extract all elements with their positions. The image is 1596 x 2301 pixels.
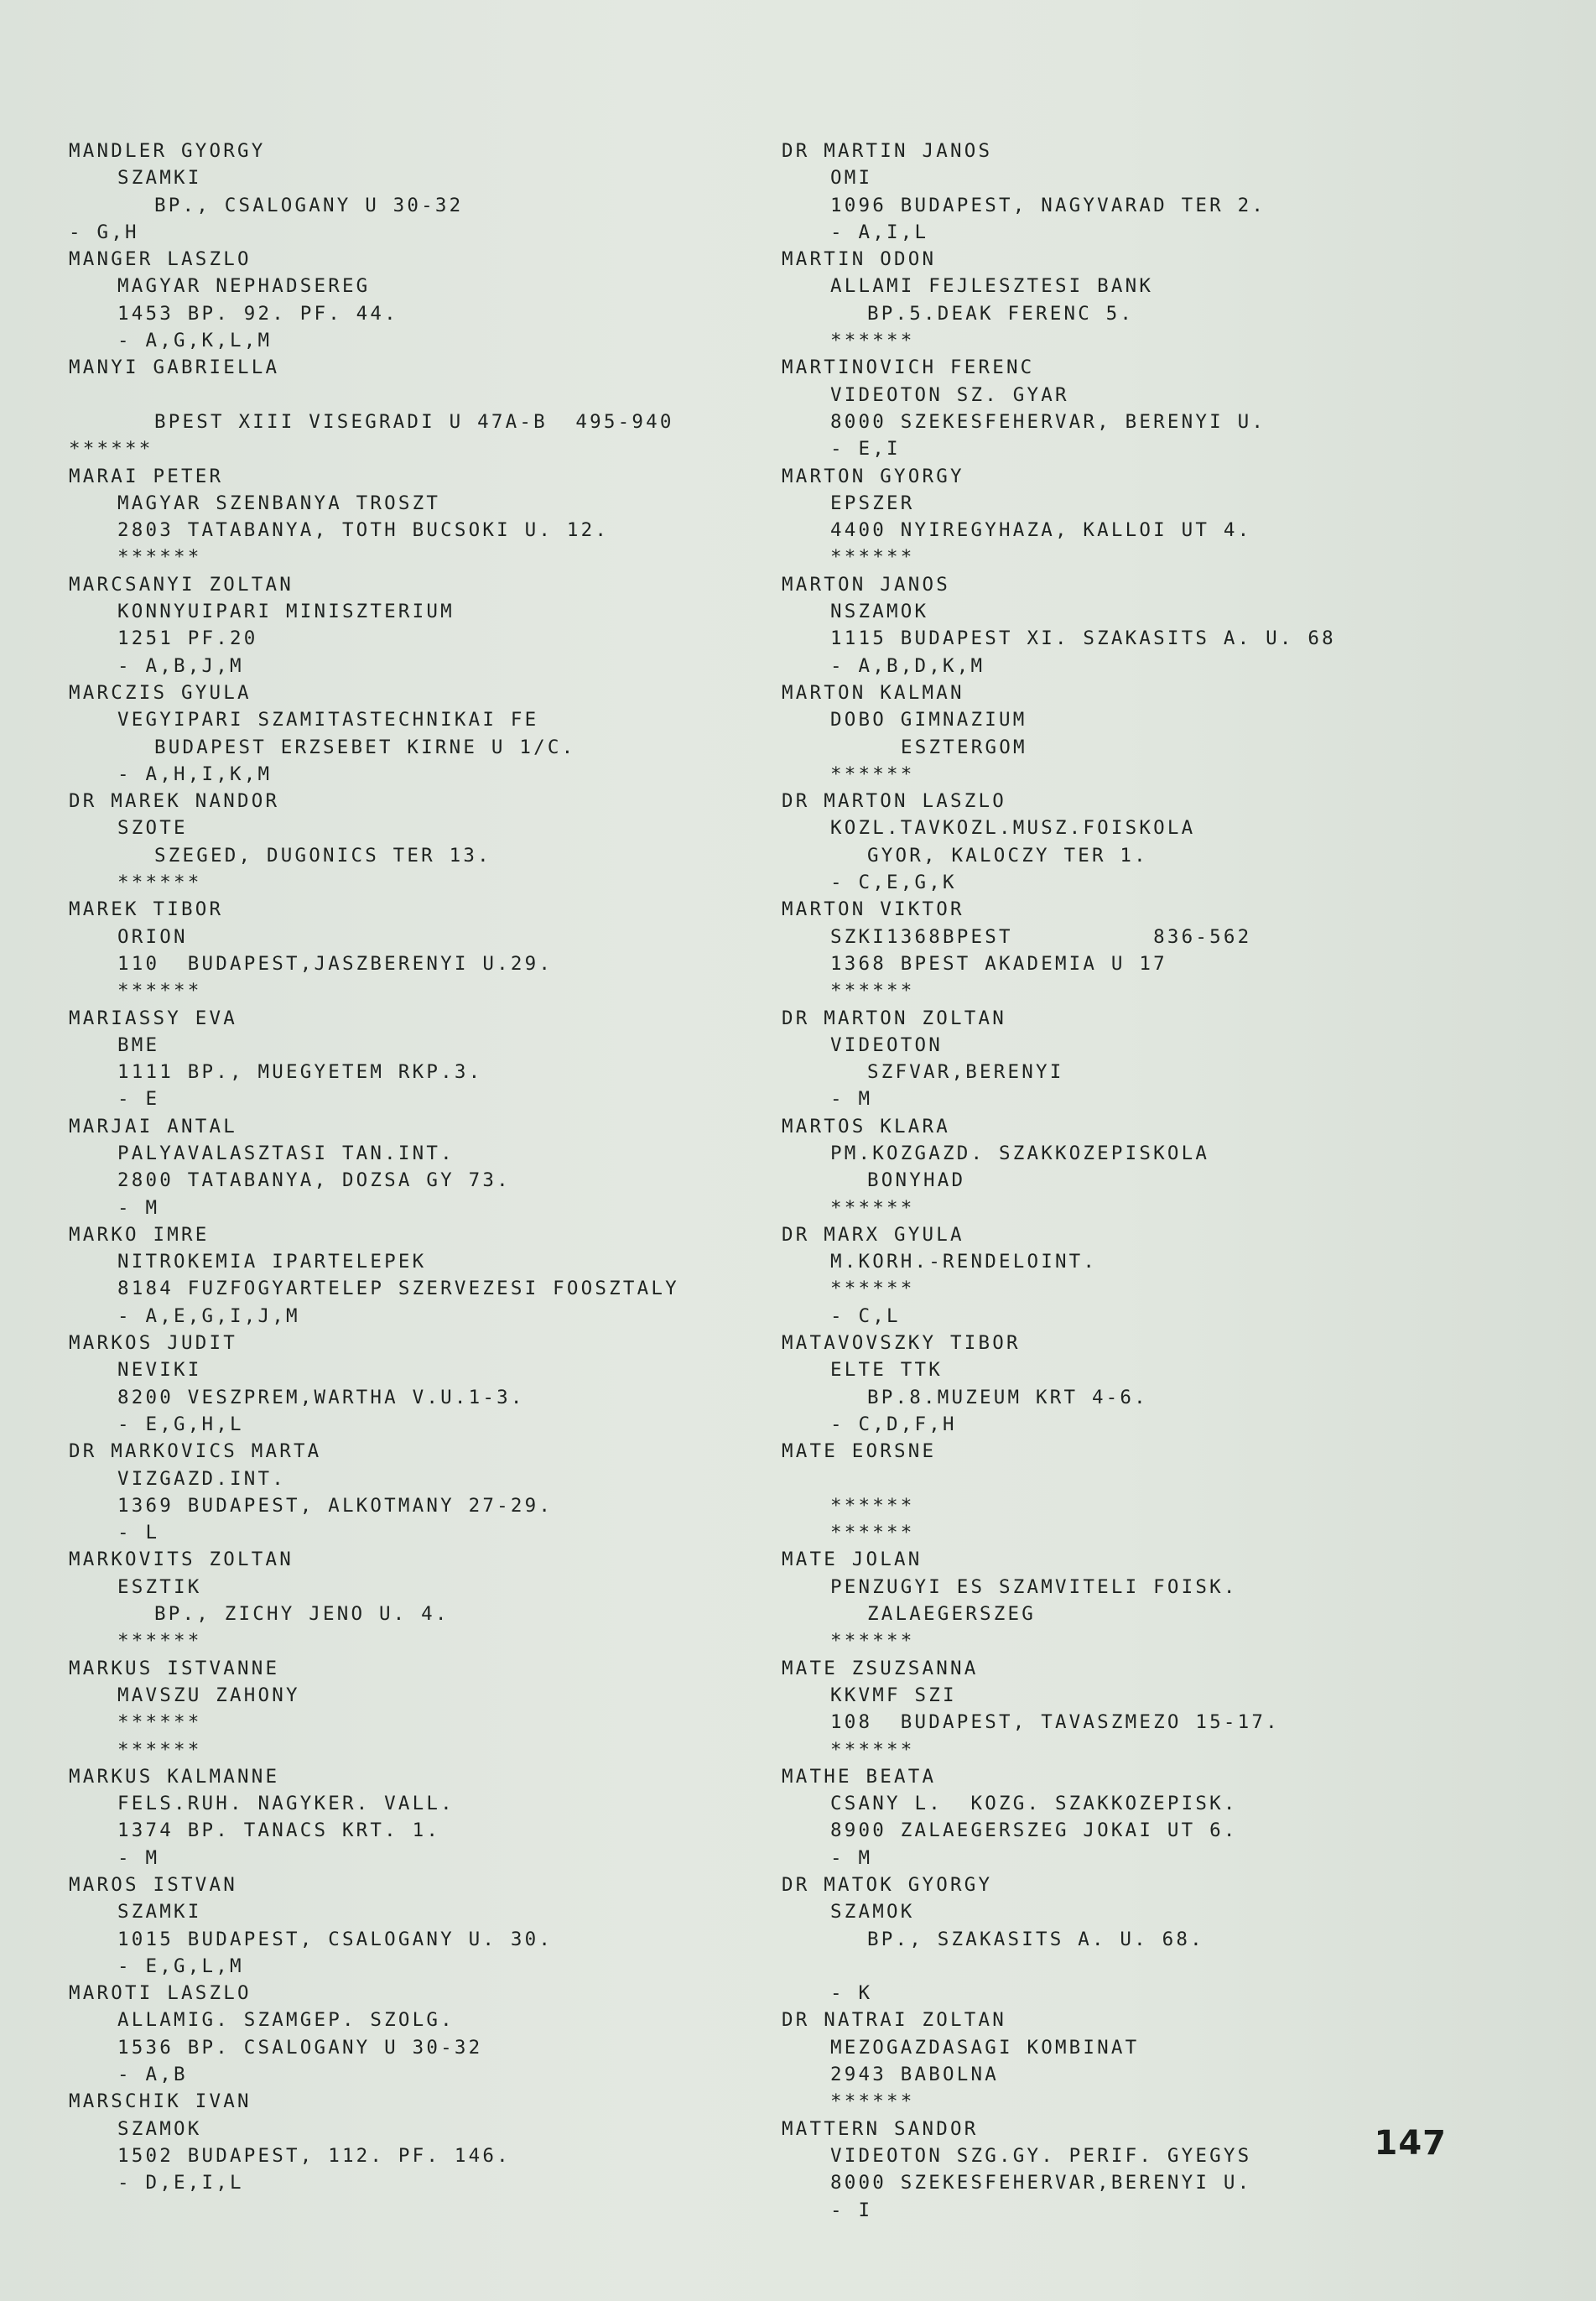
right-column-line: DR MATOK GYORGY bbox=[782, 1874, 993, 1896]
right-column-line: BP.8.MUZEUM KRT 4-6. bbox=[867, 1386, 1148, 1408]
right-column-line: DR MARTON ZOLTAN bbox=[782, 1007, 1006, 1029]
left-column-line: SZEGED, DUGONICS TER 13. bbox=[154, 844, 491, 867]
right-column-line: MARTON GYORGY bbox=[782, 465, 964, 487]
left-column-line: MANGER LASZLO bbox=[69, 248, 252, 271]
right-column-line: BP., SZAKASITS A. U. 68. bbox=[867, 1928, 1204, 1950]
left-column-line: MARKUS KALMANNE bbox=[69, 1765, 280, 1788]
right-column-line: 2943 BABOLNA bbox=[830, 2064, 999, 2086]
right-column-line: MATE EORSNE bbox=[782, 1440, 937, 1463]
right-column-line: - A,B,D,K,M bbox=[830, 654, 985, 677]
right-column-line: 4400 NYIREGYHAZA, KALLOI UT 4. bbox=[830, 519, 1252, 542]
right-column-line: BONYHAD bbox=[867, 1169, 966, 1192]
right-column-line: - C,E,G,K bbox=[830, 872, 957, 894]
right-column-line: M.KORH.-RENDELOINT. bbox=[830, 1251, 1098, 1273]
right-column-line: MATHE BEATA bbox=[782, 1765, 937, 1788]
right-column-line: SZKI1368BPEST 836-562 bbox=[830, 925, 1252, 948]
left-column-line: MARAI PETER bbox=[69, 465, 224, 487]
right-column-line: EPSZER bbox=[830, 492, 915, 514]
left-column-line: 1502 BUDAPEST, 112. PF. 146. bbox=[117, 2144, 511, 2167]
left-column-line: SZAMKI bbox=[117, 1901, 202, 1924]
left-column-line: 8184 FUZFOGYARTELEP SZERVEZESI FOOSZTALY bbox=[117, 1278, 679, 1300]
right-column-line: MEZOGAZDASAGI KOMBINAT bbox=[830, 2036, 1140, 2059]
right-column-line: MARTON VIKTOR bbox=[782, 898, 964, 921]
left-column-line: SZAMOK bbox=[117, 2117, 202, 2140]
left-column-line: MAGYAR SZENBANYA TROSZT bbox=[117, 492, 441, 514]
right-column-line: - A,I,L bbox=[830, 221, 929, 243]
right-column-line: DR MARX GYULA bbox=[782, 1223, 964, 1246]
left-column-line: BP., ZICHY JENO U. 4. bbox=[154, 1603, 450, 1626]
right-column-line: ****** bbox=[830, 1522, 915, 1544]
right-column-line: CSANY L. KOZG. SZAKKOZEPISK. bbox=[830, 1793, 1238, 1815]
left-column-line: MAROS ISTVAN bbox=[69, 1874, 237, 1896]
right-column-line: VIDEOTON SZ. GYAR bbox=[830, 383, 1069, 406]
right-column-line: DR MARTIN JANOS bbox=[782, 140, 993, 162]
left-column-line: ****** bbox=[117, 872, 202, 894]
left-column-line: VIZGAZD.INT. bbox=[117, 1467, 286, 1490]
right-column-line: 108 BUDAPEST, TAVASZMEZO 15-17. bbox=[830, 1711, 1280, 1734]
right-column-line: 1115 BUDAPEST XI. SZAKASITS A. U. 68 bbox=[830, 627, 1336, 650]
left-column-line: DR MARKOVICS MARTA bbox=[69, 1440, 322, 1463]
left-column-line: BPEST XIII VISEGRADI U 47A-B 495-940 bbox=[154, 410, 674, 433]
left-column-line: DR MAREK NANDOR bbox=[69, 790, 280, 813]
page-number: 147 bbox=[1374, 2124, 1447, 2163]
right-column-line: DR NATRAI ZOLTAN bbox=[782, 2009, 1006, 2032]
left-column-line: ****** bbox=[117, 980, 202, 1002]
left-column-line: ALLAMIG. SZAMGEP. SZOLG. bbox=[117, 2009, 455, 2032]
right-column-line: KOZL.TAVKOZL.MUSZ.FOISKOLA bbox=[830, 817, 1196, 840]
right-column-line: OMI bbox=[830, 167, 873, 190]
right-column-line: SZFVAR,BERENYI bbox=[867, 1061, 1064, 1084]
left-column-line: FELS.RUH. NAGYKER. VALL. bbox=[117, 1793, 455, 1815]
left-column-line: 1111 BP., MUEGYETEM RKP.3. bbox=[117, 1061, 483, 1084]
right-column-line: MATE ZSUZSANNA bbox=[782, 1657, 979, 1679]
left-column-line: MARSCHIK IVAN bbox=[69, 2090, 252, 2113]
right-column-line: MATAVOVSZKY TIBOR bbox=[782, 1332, 1021, 1355]
right-column-line: NSZAMOK bbox=[830, 601, 929, 623]
right-column-line: - M bbox=[830, 1088, 873, 1111]
right-column-line: VIDEOTON bbox=[830, 1033, 943, 1056]
right-column-line: PM.KOZGAZD. SZAKKOZEPISKOLA bbox=[830, 1142, 1210, 1164]
right-column-line: KKVMF SZI bbox=[830, 1684, 957, 1706]
left-column-line: SZOTE bbox=[117, 817, 188, 840]
left-column-line: ****** bbox=[117, 1711, 202, 1734]
right-column-line: ****** bbox=[830, 1196, 915, 1219]
right-column-line: MARTON KALMAN bbox=[782, 681, 964, 704]
left-column-line: - L bbox=[117, 1522, 160, 1544]
left-column-line: ****** bbox=[117, 1630, 202, 1653]
left-column-line: - A,E,G,I,J,M bbox=[117, 1304, 300, 1327]
left-column-line: ORION bbox=[117, 925, 188, 948]
left-column-line: - M bbox=[117, 1196, 160, 1219]
right-column-line: 8000 SZEKESFEHERVAR,BERENYI U. bbox=[830, 2172, 1252, 2194]
left-column-line: 1536 BP. CSALOGANY U 30-32 bbox=[117, 2036, 483, 2059]
left-column-line: - A,G,K,L,M bbox=[117, 330, 273, 352]
right-column-line: MATTERN SANDOR bbox=[782, 2117, 979, 2140]
left-column-line: MARIASSY EVA bbox=[69, 1007, 237, 1029]
right-column-line: DR MARTON LASZLO bbox=[782, 790, 1006, 813]
right-column-line: ****** bbox=[830, 1738, 915, 1761]
right-column-line: ****** bbox=[830, 1630, 915, 1653]
right-column-line: MATE JOLAN bbox=[782, 1549, 923, 1571]
left-column-line: MAROTI LASZLO bbox=[69, 1982, 252, 2005]
right-column-line: VIDEOTON SZG.GY. PERIF. GYEGYS bbox=[830, 2144, 1252, 2167]
left-column-line: SZAMKI bbox=[117, 167, 202, 190]
left-column-line: BP., CSALOGANY U 30-32 bbox=[154, 194, 464, 216]
left-column bbox=[69, 138, 807, 2197]
right-column-line: MARTINOVICH FERENC bbox=[782, 357, 1035, 379]
left-column-line: MAGYAR NEPHADSEREG bbox=[117, 275, 371, 298]
left-column-line: 1453 BP. 92. PF. 44. bbox=[117, 302, 398, 325]
left-column-line: ****** bbox=[117, 1738, 202, 1761]
right-column-line: DOBO GIMNAZIUM bbox=[830, 709, 1027, 731]
right-column-line: - C,D,F,H bbox=[830, 1413, 957, 1435]
right-column-line: ELTE TTK bbox=[830, 1359, 943, 1382]
left-column-line: MANYI GABRIELLA bbox=[69, 357, 280, 379]
right-column-line: ZALAEGERSZEG bbox=[867, 1603, 1036, 1626]
left-column-line: - E,G,H,L bbox=[117, 1413, 244, 1435]
right-column-line: GYOR, KALOCZY TER 1. bbox=[867, 844, 1148, 867]
right-column-line bbox=[782, 1465, 1536, 1492]
left-column-line: - M bbox=[117, 1846, 160, 1869]
right-column-line: - K bbox=[830, 1982, 873, 2005]
left-column-line: - E bbox=[117, 1088, 160, 1111]
left-column-line: NITROKEMIA IPARTELEPEK bbox=[117, 1251, 427, 1273]
left-column-line: NEVIKI bbox=[117, 1359, 202, 1382]
left-column-line: - G,H bbox=[69, 221, 139, 243]
left-column-line bbox=[69, 382, 807, 409]
left-column-line: ESZTIK bbox=[117, 1575, 202, 1598]
right-column-line: 1368 BPEST AKADEMIA U 17 bbox=[830, 952, 1167, 975]
left-column-line: MARCZIS GYULA bbox=[69, 681, 252, 704]
left-column-line: MARCSANYI ZOLTAN bbox=[69, 573, 294, 596]
right-column-line: ****** bbox=[830, 330, 915, 352]
right-column-line: - I bbox=[830, 2199, 873, 2221]
left-column-line: 1015 BUDAPEST, CSALOGANY U. 30. bbox=[117, 1928, 554, 1950]
right-column-line: MARTOS KLARA bbox=[782, 1115, 950, 1137]
left-column-line: MAVSZU ZAHONY bbox=[117, 1684, 300, 1706]
right-column-line: 8900 ZALAEGERSZEG JOKAI UT 6. bbox=[830, 1819, 1238, 1842]
left-column-line: MARKO IMRE bbox=[69, 1223, 210, 1246]
right-column-line: PENZUGYI ES SZAMVITELI FOISK. bbox=[830, 1575, 1238, 1598]
left-column-line: MAREK TIBOR bbox=[69, 898, 224, 921]
right-column-line: ****** bbox=[830, 763, 915, 785]
left-column-line: ****** bbox=[117, 546, 202, 569]
left-column-line: 1251 PF.20 bbox=[117, 627, 258, 650]
left-column-line: 1374 BP. TANACS KRT. 1. bbox=[117, 1819, 441, 1842]
left-column-line: KONNYUIPARI MINISZTERIUM bbox=[117, 601, 455, 623]
left-column-line: BUDAPEST ERZSEBET KIRNE U 1/C. bbox=[154, 736, 576, 758]
left-column-line: - D,E,I,L bbox=[117, 2172, 244, 2194]
right-column-line: BP.5.DEAK FERENC 5. bbox=[867, 302, 1135, 325]
left-column-line: - A,B bbox=[117, 2064, 188, 2086]
left-column-line: MARKUS ISTVANNE bbox=[69, 1657, 280, 1679]
right-column-line bbox=[782, 1953, 1536, 1980]
right-column-line: ****** bbox=[830, 980, 915, 1002]
right-column-line: - C,L bbox=[830, 1304, 901, 1327]
right-column-line: ****** bbox=[830, 1278, 915, 1300]
left-column-line: VEGYIPARI SZAMITASTECHNIKAI FE bbox=[117, 709, 539, 731]
left-column-line: MARJAI ANTAL bbox=[69, 1115, 237, 1137]
left-column-line: - A,B,J,M bbox=[117, 654, 244, 677]
right-column-line: MARTON JANOS bbox=[782, 573, 950, 596]
right-column-line: ALLAMI FEJLESZTESI BANK bbox=[830, 275, 1154, 298]
right-column-line: ****** bbox=[830, 2090, 915, 2113]
right-column-line: SZAMOK bbox=[830, 1901, 915, 1924]
right-column-line: ****** bbox=[830, 546, 915, 569]
right-column-line: - E,I bbox=[830, 438, 901, 461]
left-column-line: 2803 TATABANYA, TOTH BUCSOKI U. 12. bbox=[117, 519, 610, 542]
left-column-line: ****** bbox=[69, 438, 153, 461]
left-column-line: MANDLER GYORGY bbox=[69, 140, 266, 162]
left-column-line: MARKOS JUDIT bbox=[69, 1332, 237, 1355]
right-column-line: - M bbox=[830, 1846, 873, 1869]
left-column-line: 110 BUDAPEST,JASZBERENYI U.29. bbox=[117, 952, 554, 975]
left-column-line: 1369 BUDAPEST, ALKOTMANY 27-29. bbox=[117, 1494, 554, 1517]
right-column-line: MARTIN ODON bbox=[782, 248, 937, 271]
right-column-line: 8000 SZEKESFEHERVAR, BERENYI U. bbox=[830, 410, 1266, 433]
left-column-line: 8200 VESZPREM,WARTHA V.U.1-3. bbox=[117, 1386, 525, 1408]
left-column-line: 2800 TATABANYA, DOZSA GY 73. bbox=[117, 1169, 511, 1192]
right-column-line: ESZTERGOM bbox=[901, 736, 1027, 758]
right-column-line: 1096 BUDAPEST, NAGYVARAD TER 2. bbox=[830, 194, 1266, 216]
left-column-line: BME bbox=[117, 1033, 160, 1056]
right-column bbox=[782, 138, 1536, 2224]
left-column-line: MARKOVITS ZOLTAN bbox=[69, 1549, 294, 1571]
left-column-line: - E,G,L,M bbox=[117, 1955, 244, 1977]
right-column-line: ****** bbox=[830, 1494, 915, 1517]
left-column-line: - A,H,I,K,M bbox=[117, 763, 273, 785]
left-column-line: PALYAVALASZTASI TAN.INT. bbox=[117, 1142, 455, 1164]
